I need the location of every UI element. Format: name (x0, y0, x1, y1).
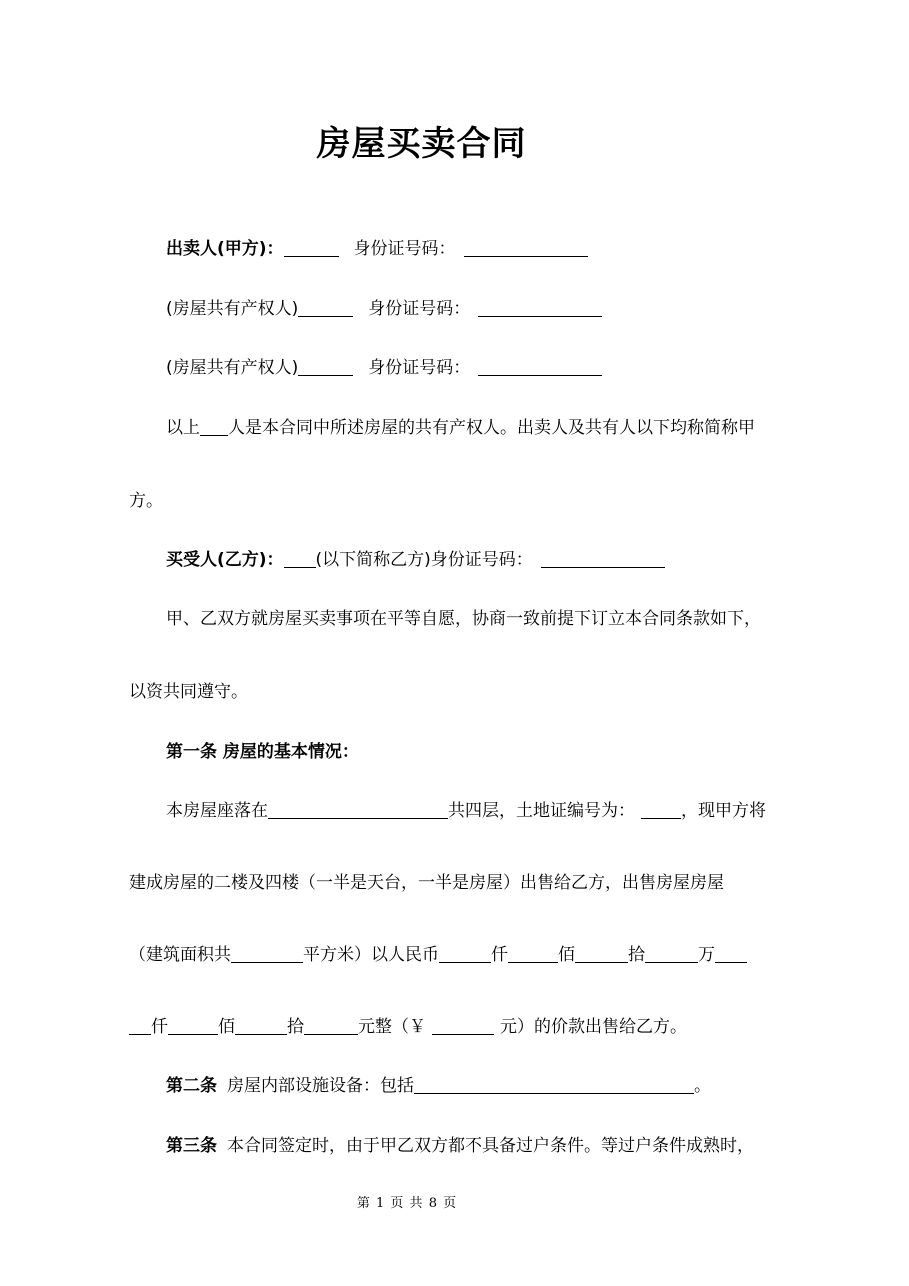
area-blank (231, 944, 303, 963)
co-owner-name-blank (298, 357, 353, 376)
article-2-end: 。 (694, 1076, 711, 1096)
owners-count-blank (200, 417, 228, 436)
article-1-text: 拾 (287, 1017, 304, 1037)
co-owner-id-blank (478, 298, 602, 317)
article-1-text: 仟 (151, 1017, 168, 1037)
article-1-text: 佰 (218, 1017, 235, 1037)
location-blank (268, 800, 448, 819)
co-owner-line (166, 356, 846, 380)
owners-note-line (166, 416, 846, 440)
article-3-text: 本合同签定时，由于甲乙双方都不具备过户条件。等过户条件成熟时， (227, 1136, 754, 1156)
amount-blank (439, 944, 491, 963)
article-3-label: 第三条 (166, 1136, 217, 1156)
amount-blank (235, 1016, 287, 1035)
amount-blank (168, 1016, 218, 1035)
article-3-line (166, 1134, 846, 1158)
facilities-blank (414, 1075, 694, 1094)
article-1-text: 平方米）以人民币 (303, 945, 439, 965)
article-1-price-line (129, 943, 809, 967)
article-1-text: 佰 (558, 945, 575, 965)
preamble-line: 甲、乙双方就房屋买卖事项在平等自愿，协商一致前提下订立本合同条款如下， (166, 609, 761, 629)
owners-note-continuation: 方。 (129, 491, 163, 511)
owners-note-text: 人是本合同中所述房屋的共有产权人。出卖人及共有人以下均称简称甲 (228, 418, 755, 438)
seller-line (166, 237, 846, 261)
buyer-id-blank (541, 549, 665, 568)
buyer-id-label: (以下简称乙方)身份证号码： (315, 550, 533, 570)
document-title: 房屋买卖合同 (316, 124, 527, 164)
article-1-text: 仟 (491, 945, 508, 965)
co-owner-line (166, 297, 846, 321)
co-owner-label: (房屋共有产权人) (166, 358, 299, 378)
article-2-label: 第二条 (166, 1076, 217, 1096)
article-1-text: 共四层，土地证编号为： (448, 801, 635, 821)
article-1-text: （建筑面积共 (129, 945, 231, 965)
article-2-text: 房屋内部设施设备：包括 (227, 1076, 414, 1096)
co-owner-label: (房屋共有产权人) (166, 299, 299, 319)
seller-id-label: 身份证号码： (353, 239, 456, 259)
co-owner-name-blank (298, 298, 353, 317)
co-owner-id-label: 身份证号码： (368, 299, 471, 319)
buyer-line (166, 548, 846, 572)
article-1-line: 建成房屋的二楼及四楼（一半是天台，一半是房屋）出售给乙方，出售房屋房屋 (129, 873, 724, 893)
article-1-text: 元整（￥ (358, 1017, 426, 1037)
buyer-name-blank (284, 549, 316, 568)
amount-blank (715, 944, 747, 963)
land-cert-blank (641, 800, 681, 819)
article-1-text: 万 (698, 945, 715, 965)
page-footer: 第 1 页 共 8 页 (356, 1196, 458, 1211)
amount-figure-blank (432, 1016, 494, 1035)
seller-name-blank (284, 238, 339, 257)
article-1-heading: 第一条 房屋的基本情况： (166, 742, 359, 762)
article-1-location-line (166, 799, 846, 823)
amount-blank (645, 944, 698, 963)
preamble-line: 以资共同遵守。 (129, 682, 248, 702)
co-owner-id-blank (478, 357, 602, 376)
amount-blank (129, 1016, 151, 1035)
article-1-price-line (129, 1015, 809, 1039)
article-2-line (166, 1074, 846, 1098)
owners-note-prefix: 以上 (166, 418, 200, 438)
seller-label: 出卖人(甲方)： (166, 239, 284, 259)
article-1-text: ，现甲方将 (681, 801, 766, 821)
article-1-text: 拾 (628, 945, 645, 965)
seller-id-blank (464, 238, 588, 257)
amount-blank (575, 944, 628, 963)
buyer-label: 买受人(乙方)： (166, 550, 284, 570)
co-owner-id-label: 身份证号码： (368, 358, 471, 378)
article-1-text: 本房屋座落在 (166, 801, 268, 821)
article-1-text: 元）的价款出售给乙方。 (500, 1017, 687, 1037)
amount-blank (508, 944, 558, 963)
amount-blank (304, 1016, 358, 1035)
